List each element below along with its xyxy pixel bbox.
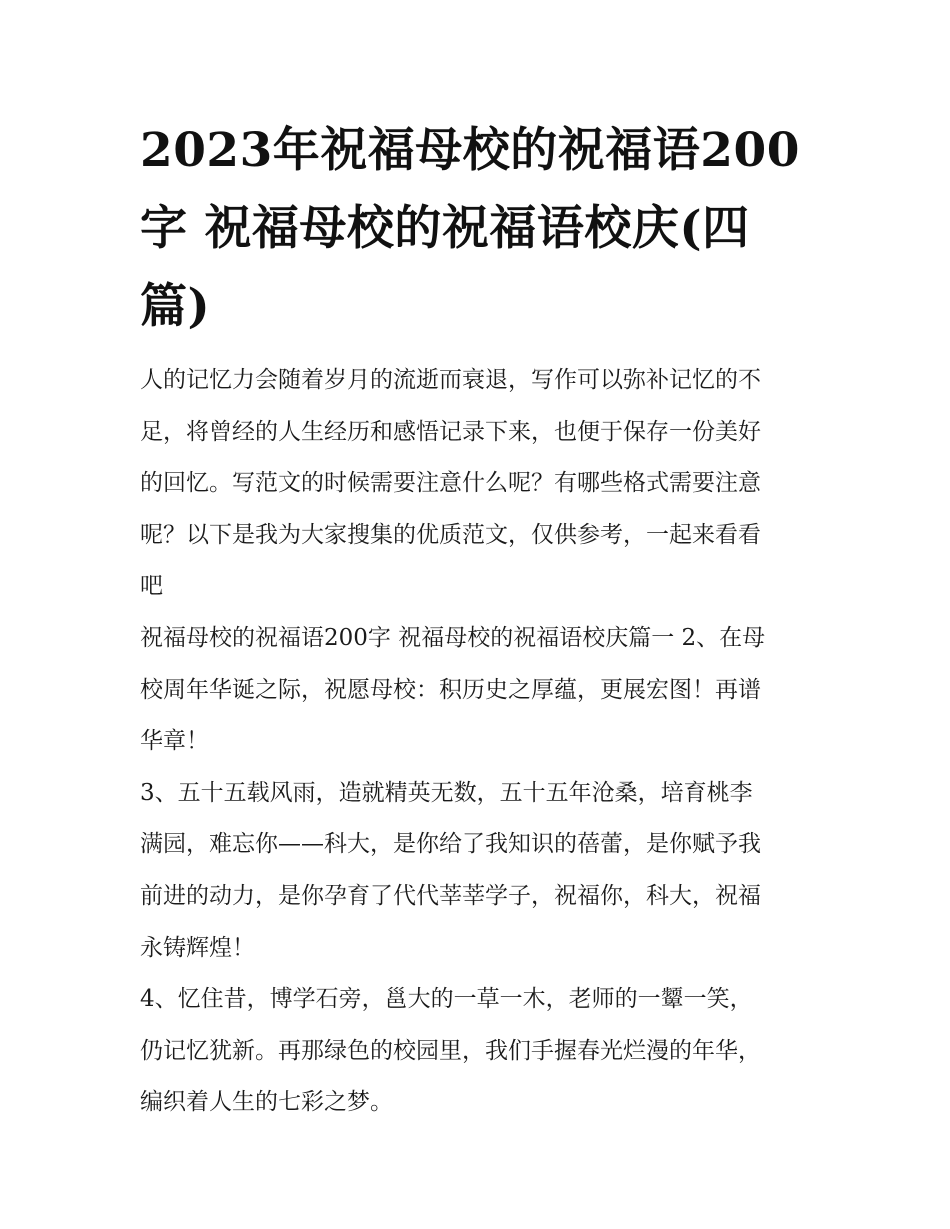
text-line: 4、忆住昔，博学石旁，邕大的一草一木，老师的一颦一笑， xyxy=(140,986,753,1013)
document-body xyxy=(140,355,820,1129)
text-line: 3、五十五载风雨，造就精英无数，五十五年沧桑，培育桃李 xyxy=(140,779,753,806)
text-line: 仍记忆犹新。再那绿色的校园里，我们手握春光烂漫的年华， xyxy=(140,1037,761,1064)
text-line: 吧 xyxy=(140,573,163,600)
text-line: 永铸辉煌！ xyxy=(140,934,255,961)
text-line: 满园，难忘你——科大，是你给了我知识的蓓蕾，是你赋予我 xyxy=(140,831,761,858)
text-line: 人的记忆力会随着岁月的流逝而衰退，写作可以弥补记忆的不 xyxy=(140,367,761,393)
item-4-paragraph xyxy=(140,974,820,1129)
text-line: 的回忆。写范文的时候需要注意什么呢？有哪些格式需要注意 xyxy=(140,470,761,497)
text-line: 校周年华诞之际，祝愿母校：积历史之厚蕴，更展宏图！再谱 xyxy=(140,676,761,703)
document-title xyxy=(140,112,820,346)
text-line: 足，将曾经的人生经历和感悟记录下来，也便于保存一份美好 xyxy=(140,418,761,445)
title-line: 篇) xyxy=(140,279,211,334)
intro-paragraph xyxy=(140,355,820,613)
item-3-paragraph xyxy=(140,768,820,974)
text-line: 前进的动力，是你孕育了代代莘莘学子，祝福你，科大，祝福 xyxy=(140,882,761,909)
text-line: 祝福母校的祝福语200字 祝福母校的祝福语校庆篇一 2、在母 xyxy=(140,624,766,651)
section-one-paragraph xyxy=(140,613,820,768)
text-line: 呢？以下是我为大家搜集的优质范文，仅供参考，一起来看看 xyxy=(140,521,761,548)
title-line: 2023年祝福母校的祝福语200 xyxy=(140,123,800,178)
text-line: 华章！ xyxy=(140,728,209,755)
title-line: 字 祝福母校的祝福语校庆(四 xyxy=(140,201,750,256)
text-line: 编织着人生的七彩之梦。 xyxy=(140,1089,393,1116)
